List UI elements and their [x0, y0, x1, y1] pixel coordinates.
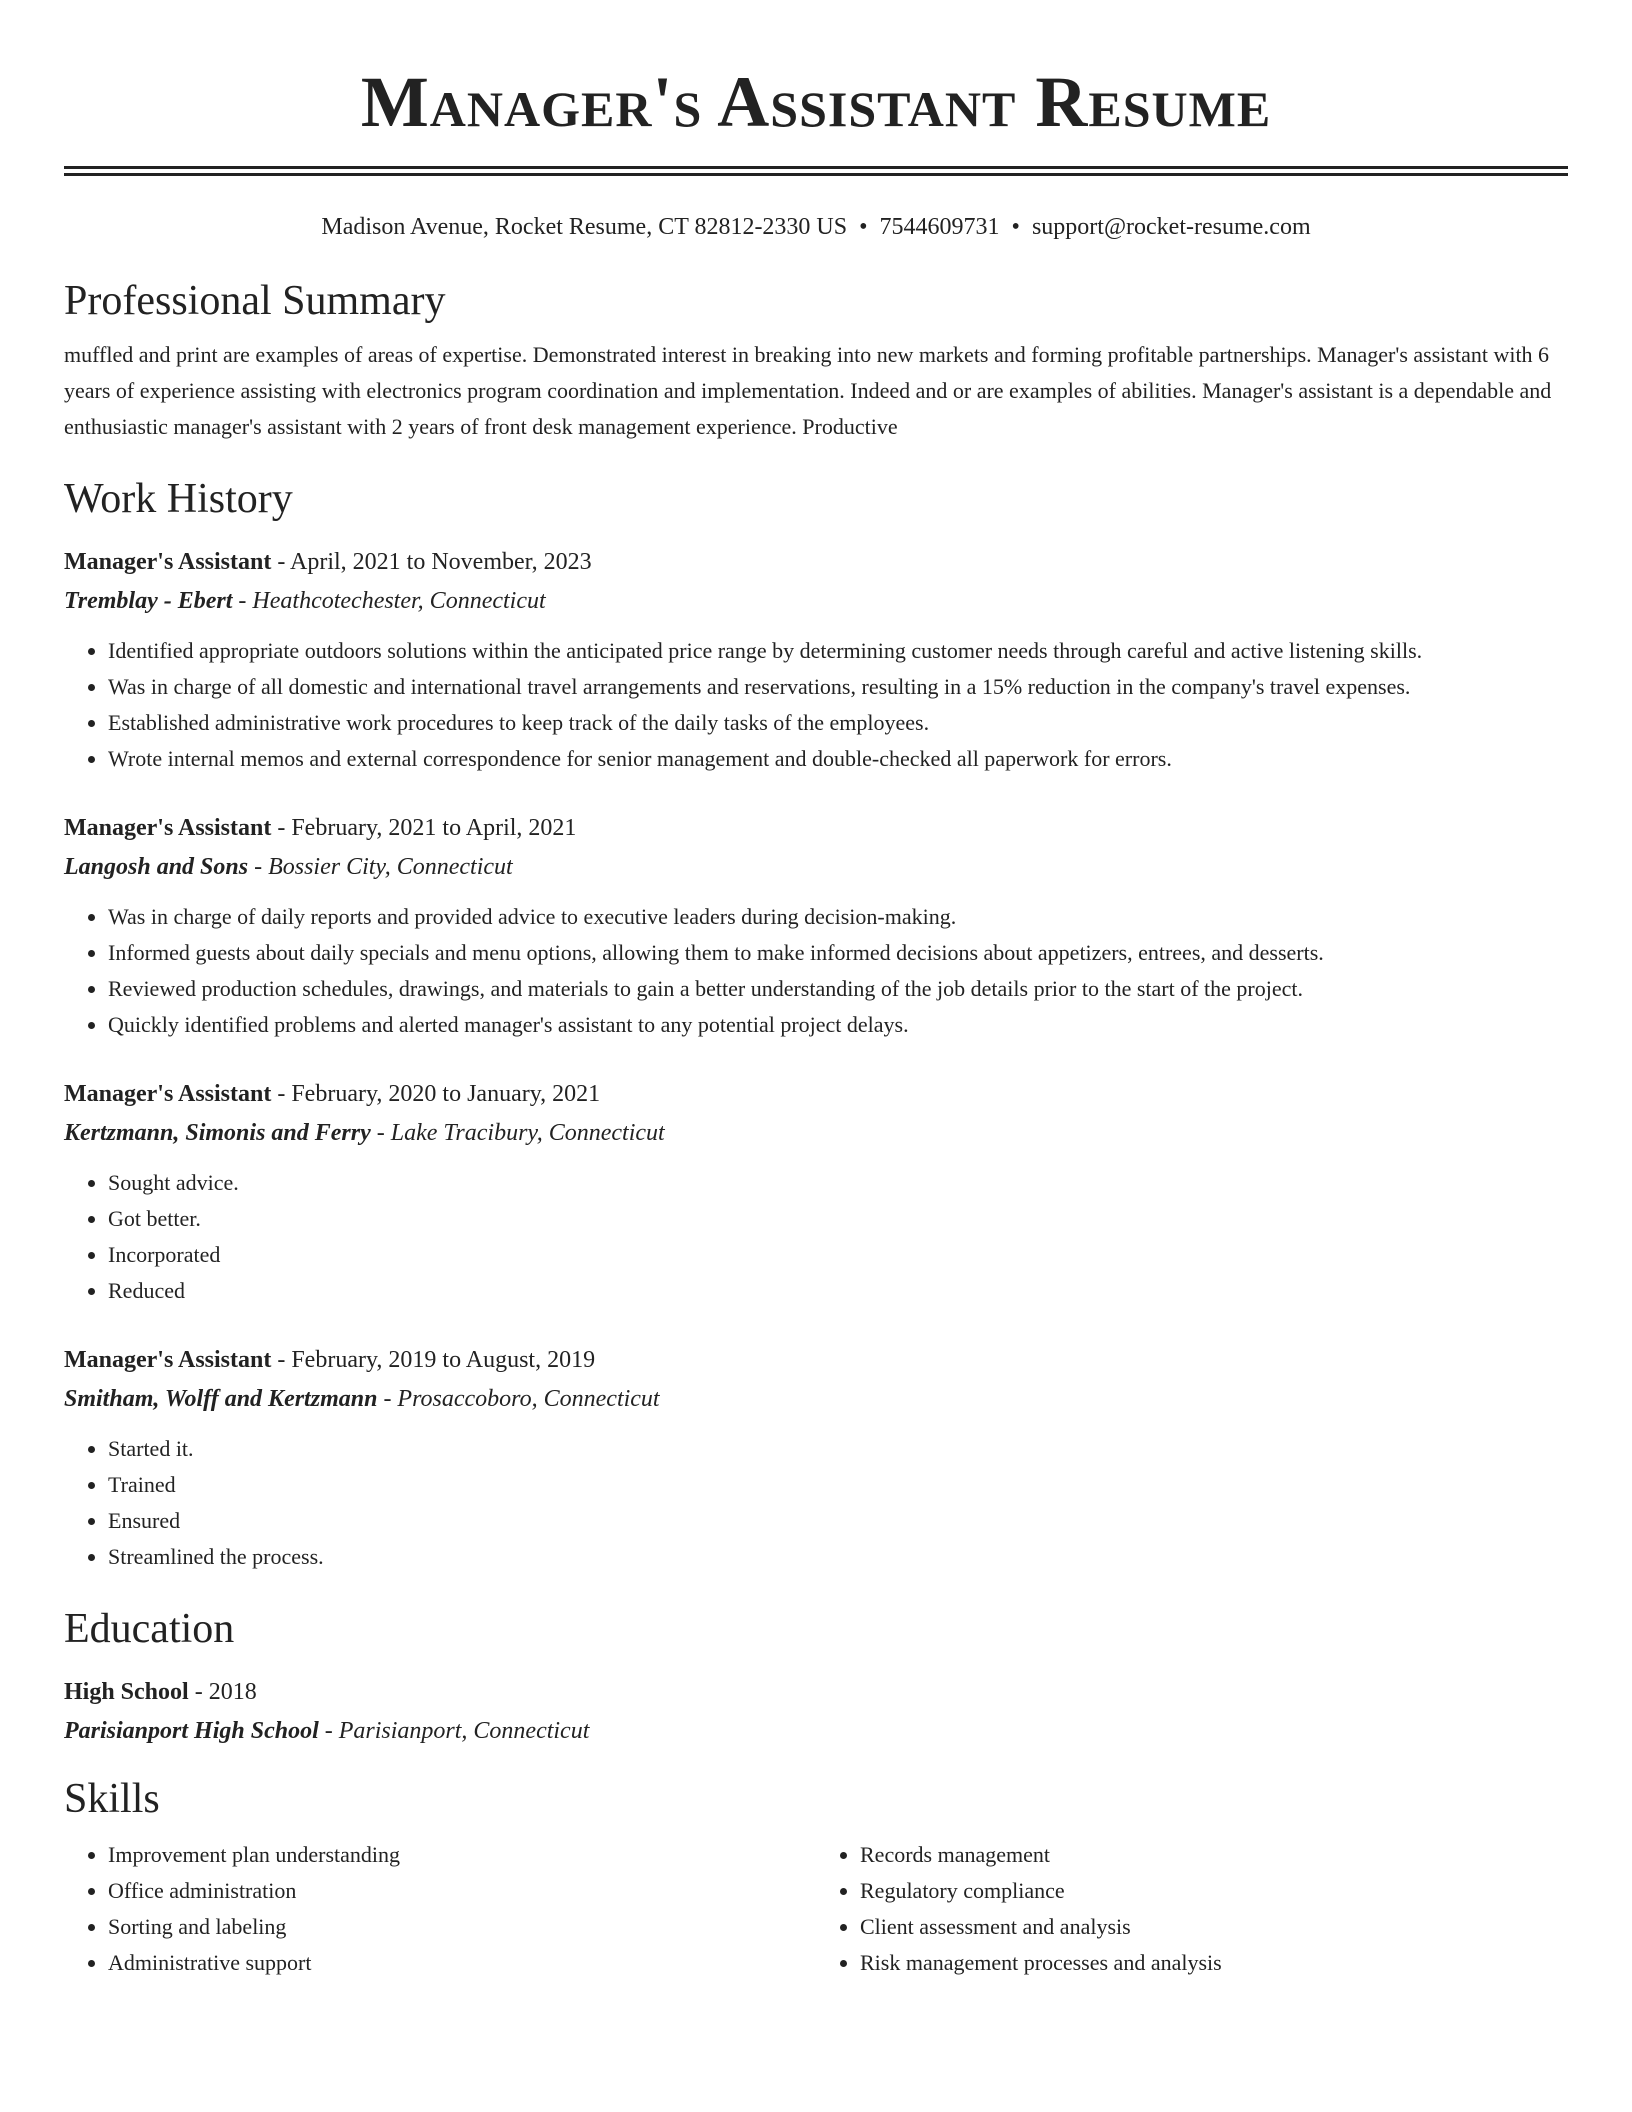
job-entry — [64, 1341, 1568, 1575]
skills-column-right — [816, 1837, 1568, 1981]
job-location: - Lake Tracibury, Connecticut — [370, 1120, 665, 1146]
job-bullets — [64, 1431, 1568, 1575]
job-bullet: • Identified appropriate outdoors solutions within the anticipated price range by determining customer needs through careful and active listening skills. — [108, 633, 1568, 669]
job-entry — [64, 1075, 1568, 1309]
job-bullet: • Incorporated — [108, 1237, 1568, 1273]
job-title-line — [64, 1341, 1568, 1379]
job-title-line — [64, 809, 1568, 847]
job-bullets — [64, 633, 1568, 777]
title-double-rule — [64, 166, 1568, 169]
contact-line — [64, 211, 1568, 243]
job-bullet: • Established administrative work procedures to keep track of the daily tasks of the employees. — [108, 705, 1568, 741]
education-heading: Education — [64, 1606, 235, 1652]
job-bullet: • Ensured — [108, 1503, 1568, 1539]
job-title: Manager's Assistant — [64, 815, 272, 841]
job-location: - Prosaccoboro, Connecticut — [377, 1386, 660, 1412]
education-degree-line — [64, 1673, 1568, 1711]
job-location: - Bossier City, Connecticut — [248, 854, 513, 880]
job-dates: - April, 2021 to November, 2023 — [271, 549, 592, 575]
education-entry — [64, 1673, 1568, 1751]
skills-column-left — [64, 1837, 816, 1981]
skills-heading: Skills — [64, 1776, 160, 1822]
job-bullet: • Was in charge of daily reports and provided advice to executive leaders during decision-making. — [108, 899, 1568, 935]
skill-item: • Office administration — [108, 1873, 816, 1909]
job-employer: Langosh and Sons — [64, 854, 249, 880]
job-bullet: • Informed guests about daily specials and menu options, allowing them to make informed decisions about appetizers, entrees, and desserts. — [108, 935, 1568, 971]
job-employer: Smitham, Wolff and Kertzmann — [64, 1386, 378, 1412]
summary-heading: Professional Summary — [64, 278, 446, 324]
contact-email: support@rocket-resume.com — [1031, 214, 1311, 240]
skills-grid — [64, 1837, 1568, 1981]
job-bullets — [64, 899, 1568, 1043]
skill-item: • Regulatory compliance — [860, 1873, 1568, 1909]
job-title-line — [64, 543, 1568, 581]
resume-title: Manager's Assistant Resume — [360, 62, 1272, 142]
job-bullet: • Reduced — [108, 1273, 1568, 1309]
education-year: - 2018 — [188, 1679, 257, 1705]
education-location: - Parisianport, Connecticut — [318, 1718, 590, 1744]
summary-text: muffled and print are examples of areas of expertise. Demonstrated interest in breaking into new markets and forming profitable partnerships. Manager's assistant with 6 years of experience assisting with electronics program coordination and implementation. Indeed and or are examples of abilities. Manager's assistant is a dependable and enthusiastic manager's assistant with 2 years of front desk management experience. Productive — [64, 342, 1552, 439]
job-employer-line — [64, 1113, 1568, 1153]
job-bullet: • Was in charge of all domestic and international travel arrangements and reservations, resulting in a 15% reduction in the company's travel expenses. — [108, 669, 1568, 705]
job-bullet: • Trained — [108, 1467, 1568, 1503]
job-dates: - February, 2021 to April, 2021 — [271, 815, 577, 841]
skill-item: • Records management — [860, 1837, 1568, 1873]
contact-phone: 7544609731 — [879, 214, 1000, 240]
job-dates: - February, 2019 to August, 2019 — [271, 1347, 596, 1373]
job-bullet: • Wrote internal memos and external correspondence for senior management and double-checked all paperwork for errors. — [108, 741, 1568, 777]
job-employer: Kertzmann, Simonis and Ferry — [64, 1120, 371, 1146]
contact-address: Madison Avenue, Rocket Resume, CT 82812-2330 US — [321, 214, 848, 240]
education-degree: High School — [64, 1679, 189, 1705]
job-employer-line — [64, 1379, 1568, 1419]
job-location: - Heathcotechester, Connecticut — [232, 588, 546, 614]
job-title-line — [64, 1075, 1568, 1113]
skill-item: • Sorting and labeling — [108, 1909, 816, 1945]
job-bullet: • Started it. — [108, 1431, 1568, 1467]
skill-item: • Client assessment and analysis — [860, 1909, 1568, 1945]
contact-separator: • — [859, 214, 868, 240]
job-entry — [64, 809, 1568, 1043]
job-bullet: • Streamlined the process. — [108, 1539, 1568, 1575]
skill-item: • Administrative support — [108, 1945, 816, 1981]
job-title: Manager's Assistant — [64, 1347, 272, 1373]
job-bullet: • Quickly identified problems and alerted manager's assistant to any potential project delays. — [108, 1007, 1568, 1043]
job-bullet: • Got better. — [108, 1201, 1568, 1237]
job-dates: - February, 2020 to January, 2021 — [271, 1081, 601, 1107]
contact-separator: • — [1011, 214, 1020, 240]
job-bullet: • Reviewed production schedules, drawings, and materials to gain a better understanding of the job details prior to the start of the project. — [108, 971, 1568, 1007]
skill-item: • Risk management processes and analysis — [860, 1945, 1568, 1981]
skill-item: • Improvement plan understanding — [108, 1837, 816, 1873]
work-history-heading: Work History — [64, 476, 293, 522]
job-employer: Tremblay - Ebert — [64, 588, 233, 614]
job-employer-line — [64, 847, 1568, 887]
job-title: Manager's Assistant — [64, 1081, 272, 1107]
education-school-line — [64, 1711, 1568, 1751]
job-bullets — [64, 1165, 1568, 1309]
job-employer-line — [64, 581, 1568, 621]
job-bullet: • Sought advice. — [108, 1165, 1568, 1201]
job-title: Manager's Assistant — [64, 549, 272, 575]
education-school: Parisianport High School — [64, 1718, 319, 1744]
job-entry — [64, 543, 1568, 777]
